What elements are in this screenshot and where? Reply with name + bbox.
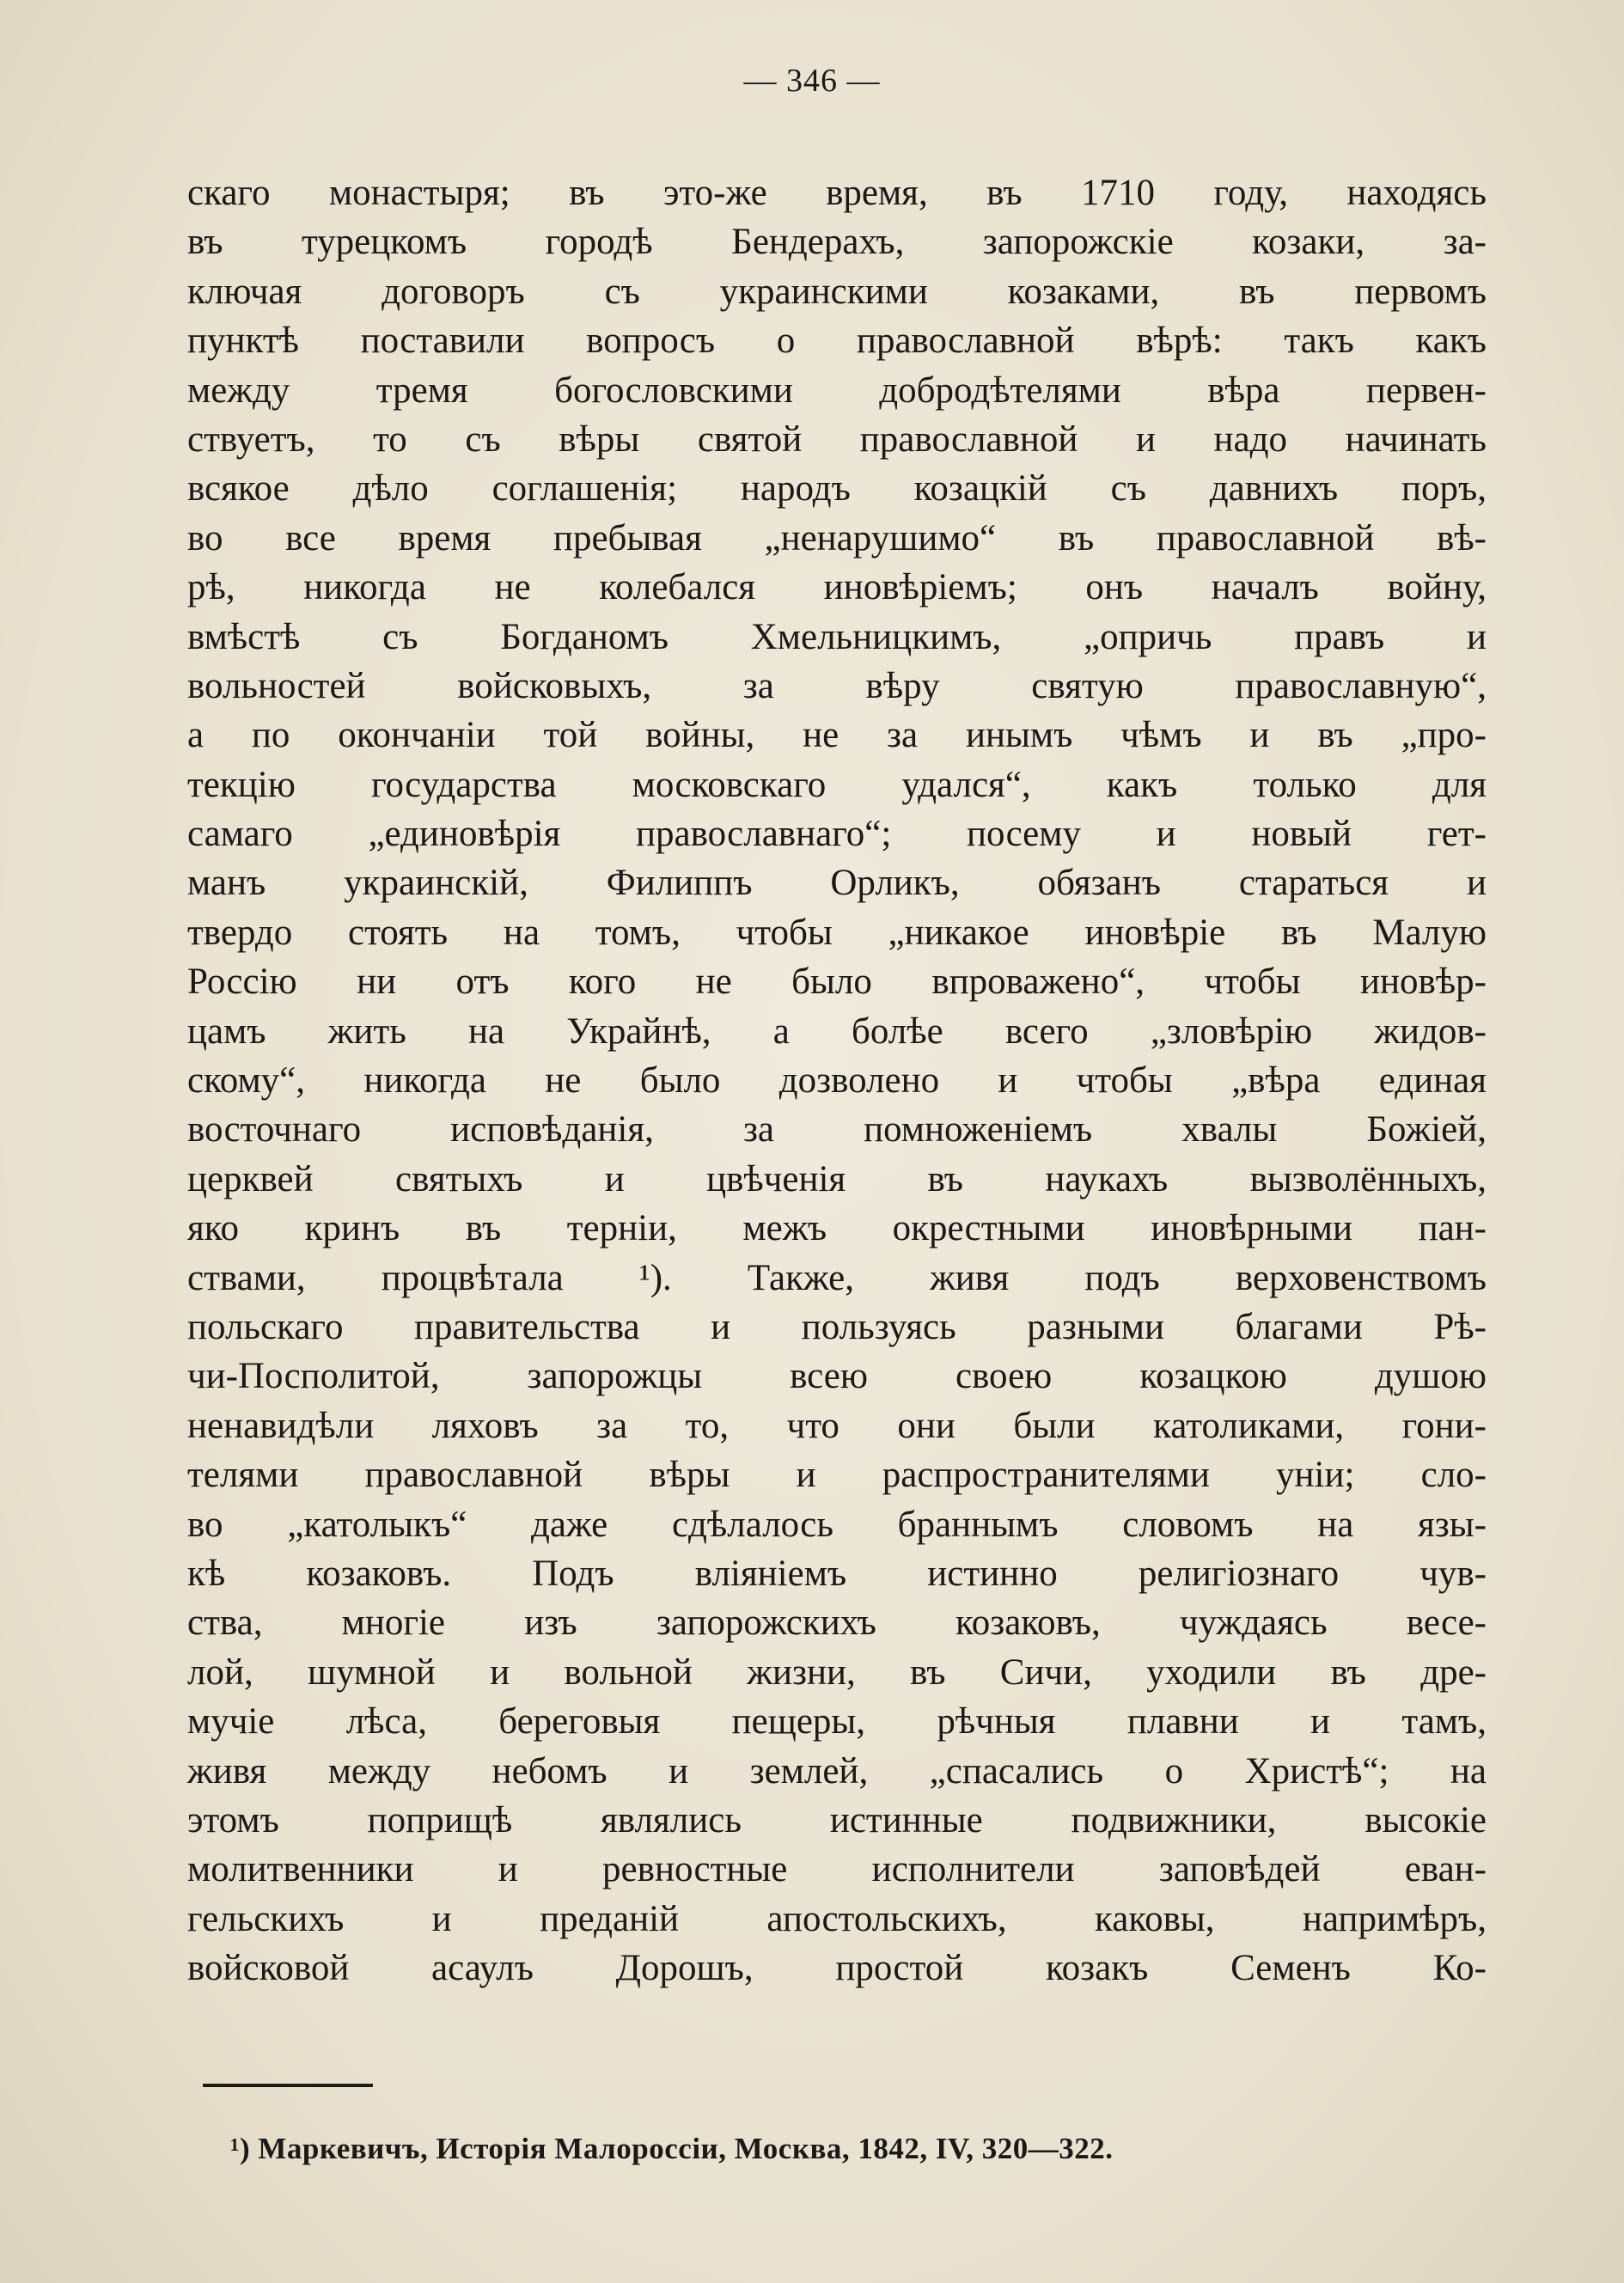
text-line: кѣ козаковъ. Подъ вліяніемъ истинно религіознаго чув- — [187, 1553, 1487, 1594]
text-line: этомъ поприщѣ являлись истинные подвижники, высокіе — [187, 1799, 1487, 1840]
text-line: яко кринъ въ терніи, межъ окрестными иновѣрными пан- — [187, 1208, 1487, 1249]
footnote: ¹) Маркевичъ, Исторія Малороссіи, Москва, 1842, IV, 320—322. — [230, 2132, 1114, 2165]
text-line: живя между небомъ и землей, „спасались о Христѣ“; на — [187, 1750, 1487, 1792]
text-line: а по окончаніи той войны, не за инымъ чѣмъ и въ „про- — [187, 715, 1487, 756]
page-number: — 346 — — [743, 63, 881, 99]
text-line: вольностей войсковыхъ, за вѣру святую православную“, — [187, 665, 1487, 706]
text-line: вмѣстѣ съ Богданомъ Хмельницкимъ, „опричь правъ и — [187, 616, 1487, 657]
text-line: церквей святыхъ и цвѣченія въ наукахъ вызволённыхъ, — [187, 1158, 1487, 1199]
text-line: ствуетъ, то съ вѣры святой православной и надо начинать — [187, 418, 1487, 460]
text-line: телями православной вѣры и распространителями уніи; сло- — [187, 1455, 1487, 1496]
footnote-divider — [203, 2084, 373, 2087]
text-line: цамъ жить на Украйнѣ, а болѣе всего „зловѣрію жидов- — [187, 1010, 1487, 1052]
text-line: гельскихъ и преданій апостольскихъ, каковы, напримѣръ, — [187, 1898, 1487, 1939]
text-line: ствами, процвѣтала ¹). Также, живя подъ верховенствомъ — [187, 1257, 1487, 1298]
text-line: скаго монастыря; въ это-же время, въ 1710 году, находясь — [187, 173, 1487, 213]
text-line: пунктѣ поставили вопросъ о православной вѣрѣ: такъ какъ — [187, 320, 1487, 362]
text-line: самаго „единовѣрія православнаго“; посему и новый гет- — [187, 814, 1487, 855]
text-line: во все время пребывая „ненарушимо“ въ православной вѣ- — [187, 517, 1487, 559]
text-line: манъ украинскій, Филиппъ Орликъ, обязанъ стараться и — [187, 863, 1487, 904]
text-line: въ турецкомъ городѣ Бендерахъ, запорожскіе козаки, за- — [187, 222, 1487, 263]
text-line: твердо стоять на томъ, чтобы „никакое иновѣріе въ Малую — [187, 912, 1487, 953]
text-line: скому“, никогда не было дозволено и чтобы „вѣра единая — [187, 1060, 1487, 1102]
text-line: восточнаго исповѣданія, за помноженіемъ хвалы Божіей, — [187, 1109, 1487, 1151]
text-line: ключая договоръ съ украинскими козаками, въ первомъ — [187, 271, 1487, 312]
text-line: всякое дѣло соглашенія; народъ козацкій съ давнихъ поръ, — [187, 468, 1487, 510]
text-line: польскаго правительства и пользуясь разными благами Рѣ- — [187, 1306, 1487, 1347]
text-line: рѣ, никогда не колебался иновѣріемъ; онъ началъ войну, — [187, 567, 1487, 608]
text-line: мучіе лѣса, береговыя пещеры, рѣчныя плавни и тамъ, — [187, 1701, 1487, 1743]
text-line: во „католыкъ“ даже сдѣлалось браннымъ словомъ на язы- — [187, 1504, 1487, 1545]
text-line: между тремя богословскими добродѣтелями вѣра первен- — [187, 369, 1487, 411]
text-line: чи-Посполитой, запорожцы всею своею козацкою душою — [187, 1356, 1487, 1397]
text-line: Россію ни отъ кого не было впроважено“, чтобы иновѣр- — [187, 961, 1487, 1003]
text-line: текцію государства московскаго удался“, какъ только для — [187, 764, 1487, 805]
body-text — [187, 168, 1487, 1993]
text-line: ненавидѣли ляховъ за то, что они были католиками, гони- — [187, 1405, 1487, 1446]
text-line: лой, шумной и вольной жизни, въ Сичи, уходили въ дре- — [187, 1651, 1487, 1693]
text-line: молитвенники и ревностные исполнители заповѣдей еван- — [187, 1849, 1487, 1890]
text-line: войсковой асаулъ Дорошъ, простой козакъ Семенъ Ко- — [187, 1948, 1487, 1989]
text-line: ства, многіе изъ запорожскихъ козаковъ, чуждаясь весе- — [187, 1602, 1487, 1644]
